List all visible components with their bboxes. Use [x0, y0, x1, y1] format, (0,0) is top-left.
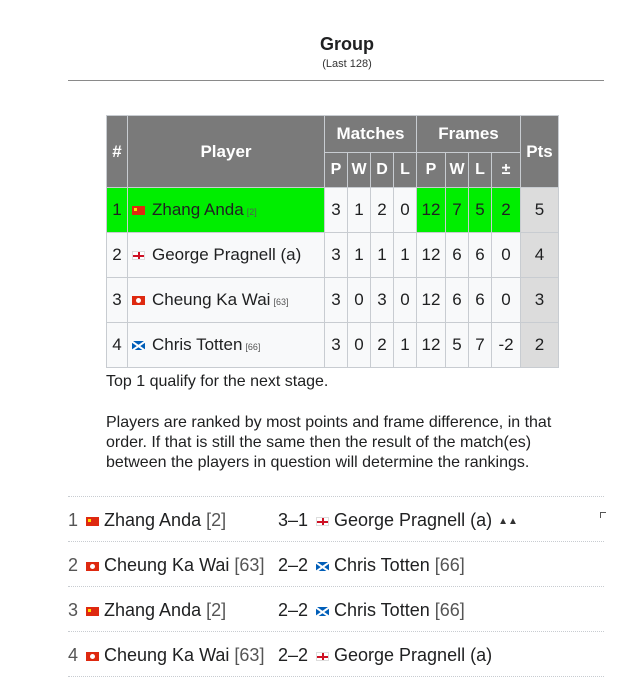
frames-won-cell: 7 [446, 188, 469, 233]
seed-label: [63] [234, 645, 265, 665]
frames-diff-cell: -2 [492, 323, 521, 368]
player-link[interactable]: George Pragnell (a) [152, 245, 302, 264]
hong-kong-flag-icon [86, 652, 99, 661]
header-pts: Pts [521, 116, 559, 188]
match-player1 [86, 510, 226, 531]
match-number: 1 [68, 510, 79, 530]
video-icon[interactable]: ▲▲ [498, 515, 518, 527]
match-row [68, 586, 604, 631]
player-link[interactable]: Chris Totten [334, 600, 430, 620]
scotland-flag-icon [132, 341, 145, 350]
seed-label: [2] [206, 600, 227, 620]
matches-lost-cell: 1 [394, 233, 417, 278]
scotland-flag-icon [316, 562, 329, 571]
frames-diff-cell: 0 [492, 233, 521, 278]
england-flag-icon [316, 652, 329, 661]
scotland-flag-icon [316, 607, 329, 616]
match-player2 [316, 555, 465, 576]
player-link[interactable]: Cheung Ka Wai [104, 645, 230, 665]
china-flag-icon [132, 206, 145, 215]
player-link[interactable]: Zhang Anda [104, 510, 202, 530]
group-subtitle: (Last 128) [322, 58, 372, 70]
header-matches-won: W [348, 153, 371, 188]
player-link[interactable]: George Pragnell (a) [334, 645, 493, 665]
match-player2 [316, 600, 465, 621]
match-player2 [316, 645, 492, 666]
matches-lost-cell: 0 [394, 278, 417, 323]
matches-drawn-cell: 2 [371, 188, 394, 233]
england-flag-icon [316, 517, 329, 526]
corner-bracket-icon [600, 512, 606, 518]
match-score: 2–2 [278, 645, 309, 665]
header-divider [68, 80, 604, 81]
header-rank: # [107, 116, 128, 188]
player-cell [128, 323, 325, 368]
matches-lost-cell: 0 [394, 188, 417, 233]
frames-lost-cell: 6 [469, 278, 492, 323]
matches-won-cell: 1 [348, 188, 371, 233]
hong-kong-flag-icon [86, 562, 99, 571]
match-player1 [86, 555, 264, 576]
match-number: 4 [68, 645, 79, 665]
rank-cell: 2 [107, 233, 128, 278]
header-frames-played: P [417, 153, 446, 188]
match-score: 3–1 [278, 510, 309, 530]
match-row [68, 496, 604, 541]
frames-diff-cell: 2 [492, 188, 521, 233]
player-link[interactable]: George Pragnell (a) [334, 510, 493, 530]
table-row [107, 278, 559, 323]
frames-played-cell: 12 [417, 188, 446, 233]
frames-won-cell: 5 [446, 323, 469, 368]
match-row [68, 631, 604, 677]
rank-cell: 3 [107, 278, 128, 323]
frames-played-cell: 12 [417, 323, 446, 368]
frames-won-cell: 6 [446, 278, 469, 323]
match-player1 [86, 600, 226, 621]
header-player: Player [128, 116, 325, 188]
matches-played-cell: 3 [325, 233, 348, 278]
pts-cell: 4 [521, 233, 559, 278]
standings-table [106, 115, 559, 368]
pts-cell: 3 [521, 278, 559, 323]
group-header [0, 34, 640, 70]
frames-played-cell: 12 [417, 233, 446, 278]
rank-cell: 4 [107, 323, 128, 368]
table-row [107, 233, 559, 278]
header-frames-won: W [446, 153, 469, 188]
seed-label: [63] [234, 555, 265, 575]
header-frames: Frames [417, 116, 521, 153]
seed-label: [66] [245, 342, 261, 352]
match-player1 [86, 645, 264, 666]
player-cell [128, 188, 325, 233]
header-matches: Matches [325, 116, 417, 153]
player-link[interactable]: Chris Totten [152, 335, 243, 354]
england-flag-icon [132, 251, 145, 260]
rank-cell: 1 [107, 188, 128, 233]
header-matches-drawn: D [371, 153, 394, 188]
player-cell [128, 278, 325, 323]
header-frames-lost: L [469, 153, 492, 188]
matches-won-cell: 1 [348, 233, 371, 278]
table-row [107, 323, 559, 368]
table-row [107, 188, 559, 233]
matches-won-cell: 0 [348, 323, 371, 368]
frames-diff-cell: 0 [492, 278, 521, 323]
player-link[interactable]: Chris Totten [334, 555, 430, 575]
matches-lost-cell: 1 [394, 323, 417, 368]
matches-played-cell: 3 [325, 323, 348, 368]
player-link[interactable]: Cheung Ka Wai [152, 290, 271, 309]
frames-played-cell: 12 [417, 278, 446, 323]
group-title: Group [320, 34, 374, 54]
seed-label: [66] [434, 600, 465, 620]
matches-drawn-cell: 2 [371, 323, 394, 368]
pts-cell: 5 [521, 188, 559, 233]
header-matches-played: P [325, 153, 348, 188]
seed-label: [66] [434, 555, 465, 575]
seed-label: [2] [246, 207, 257, 217]
frames-lost-cell: 7 [469, 323, 492, 368]
matches-drawn-cell: 1 [371, 233, 394, 278]
match-number: 2 [68, 555, 79, 575]
match-number: 3 [68, 600, 79, 620]
match-row [68, 541, 604, 586]
match-score: 2–2 [278, 555, 309, 575]
matches-played-cell: 3 [325, 278, 348, 323]
match-player2 [316, 510, 518, 531]
pts-cell: 2 [521, 323, 559, 368]
matches-drawn-cell: 3 [371, 278, 394, 323]
ranking-note: Players are ranked by most points and frame difference, in that order. If that is still the same then the result of the match(es) between the players in question will determine the rankings. [106, 414, 552, 471]
player-link[interactable]: Cheung Ka Wai [104, 555, 230, 575]
china-flag-icon [86, 517, 99, 526]
qualify-note: Top 1 qualify for the next stage. [106, 373, 329, 390]
player-link[interactable]: Zhang Anda [104, 600, 202, 620]
matches-won-cell: 0 [348, 278, 371, 323]
match-results [68, 496, 604, 677]
china-flag-icon [86, 607, 99, 616]
frames-lost-cell: 6 [469, 233, 492, 278]
seed-label: [63] [273, 297, 289, 307]
player-cell [128, 233, 325, 278]
frames-lost-cell: 5 [469, 188, 492, 233]
player-link[interactable]: Zhang Anda [152, 200, 244, 219]
header-frames-diff: ± [492, 153, 521, 188]
frames-won-cell: 6 [446, 233, 469, 278]
matches-played-cell: 3 [325, 188, 348, 233]
match-score: 2–2 [278, 600, 309, 620]
hong-kong-flag-icon [132, 296, 145, 305]
header-matches-lost: L [394, 153, 417, 188]
seed-label: [2] [206, 510, 227, 530]
